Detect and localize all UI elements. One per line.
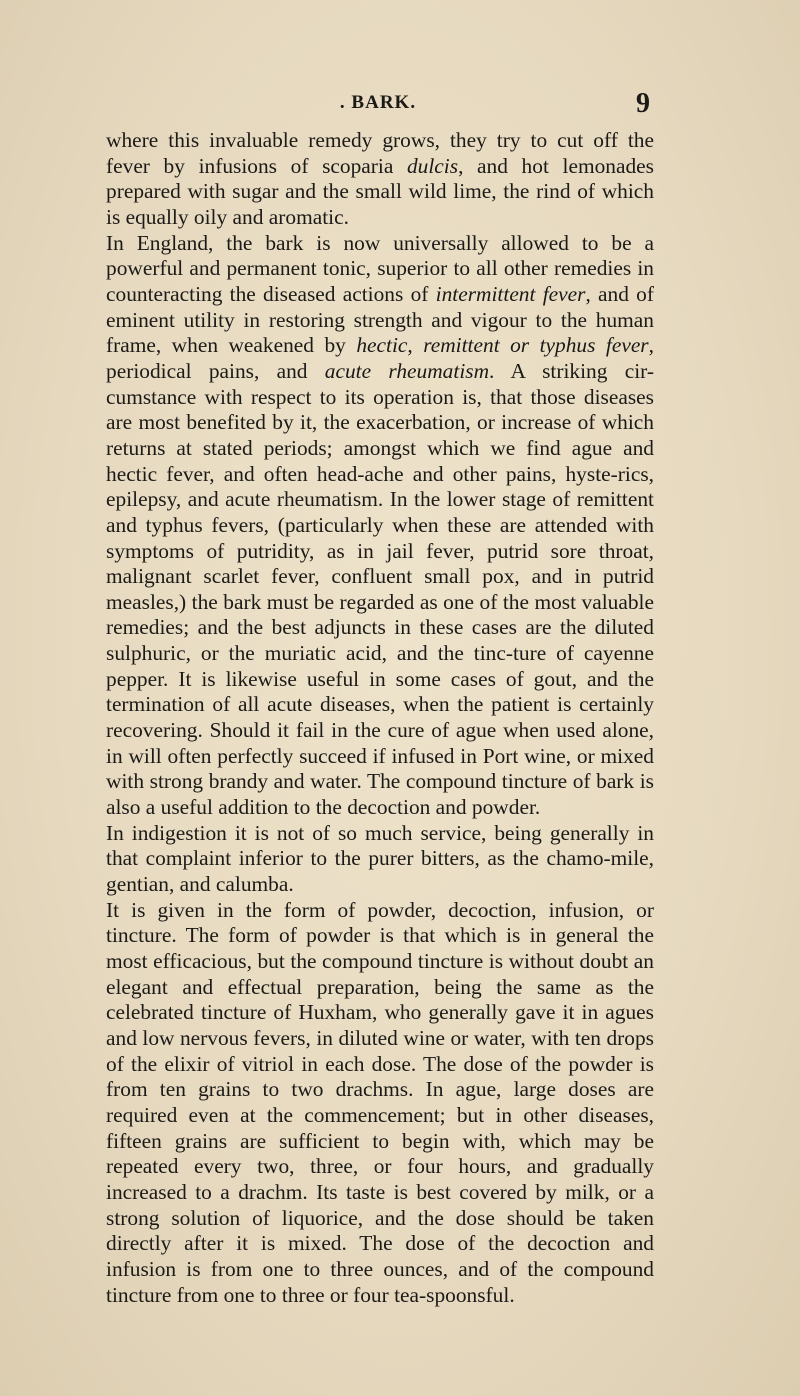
- paragraph-2: [106, 231, 654, 821]
- paragraph-1: [106, 128, 654, 231]
- italic-term: intermittent fever: [435, 281, 586, 306]
- running-title: . BARK.: [339, 92, 417, 113]
- text-run: . A striking cir-cumstance with respect to its operation is, that those diseases are most benefited by it, the exacerbation, or increase of which returns at stated periods; amongst which we find ague and hectic fever, and often head-ache and other pains, hyste-rics, epilepsy, and acute rheumatism. In the lower stage of remittent and typhus fevers, (particularly when these are attended with symptoms of putridity, as in jail fever, putrid sore throat, malignant scarlet fever, confluent small pox, and in putrid measles,) the bark must be regarded as one of the most valuable remedies; and the best adjuncts in these cases are the diluted sulphuric, or the muriatic acid, and the tinc-ture of cayenne pepper. It is likewise useful in some cases of gout, and the termination of all acute diseases, when the patient is certainly recovering. Should it fail in the cure of ague when used alone, in will often perfectly succeed if infused in Port wine, or mixed with strong brandy and water. The compound tincture of bark is also a useful addition to the decoction and powder.: [106, 358, 654, 820]
- paragraph-4: [106, 898, 654, 1309]
- italic-term: remittent or typhus fever: [423, 333, 649, 358]
- text-run: It is given in the form of powder, decoction, infusion, or tincture. The form of powder is that which is in general the most efficacious, but the compound tincture is without doubt an elegant and effectual preparation, being the same as the celebrated tincture of Huxham, who generally gave it in agues and low nervous fevers, in diluted wine or water, with ten drops of the elixir of vitriol in each dose. The dose of the powder is from ten grains to two drachms. In ague, large doses are required even at the commencement; but in other diseases, fifteen grains are sufficient to begin with, which may be repeated every two, three, or four hours, and gradually increased to a drachm. Its taste is best covered by milk, or a strong solution of liquorice, and the dose should be taken directly after it is mixed. The dose of the decoction and infusion is from one to three ounces, and of the compound tincture from one to three or four tea-spoonsful.: [106, 897, 654, 1307]
- page-number: 9: [636, 88, 650, 119]
- italic-term: hectic: [356, 333, 408, 358]
- text-run: , and hot lemonades prepared with sugar and the small wild lime, the rind of which is equally oily and aromatic.: [106, 153, 654, 229]
- text-run: , and of eminent utility in restoring strength and vigour to the human frame, when weakened by: [106, 281, 654, 358]
- text-run: ,: [407, 333, 424, 358]
- italic-term: acute rheumatism: [324, 358, 490, 383]
- text-run: In England, the bark is now universally allowed to be a powerful and permanent tonic, superior to all other remedies in counteracting the diseased actions of: [106, 230, 654, 306]
- italic-term: dulcis: [406, 153, 459, 178]
- running-head: [108, 88, 648, 118]
- body-text: [106, 128, 654, 1308]
- text-run: , periodical pains, and: [106, 333, 654, 383]
- text-run: where this invaluable remedy grows, they try to cut off the fever by infusions of scoparia: [106, 128, 654, 178]
- text-run: In indigestion it is not of so much service, being generally in that complaint inferior to the purer bitters, as the chamo-mile, gentian, and calumba.: [106, 820, 654, 897]
- paragraph-3: [106, 821, 654, 898]
